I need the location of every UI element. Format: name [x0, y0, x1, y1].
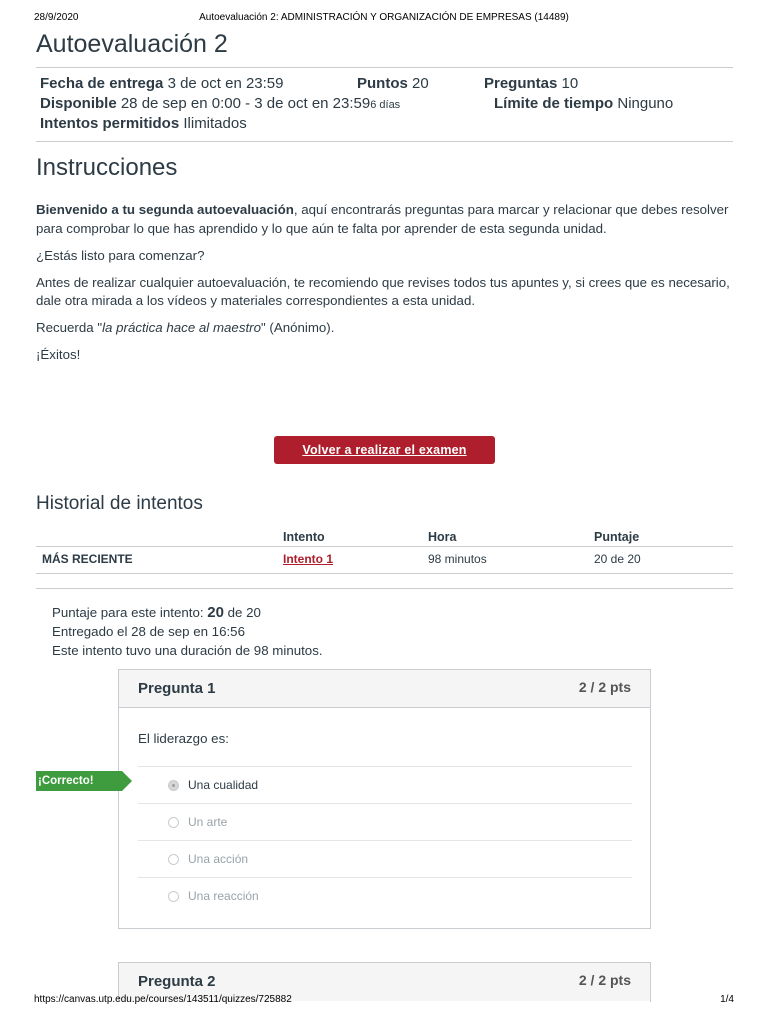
- attempts-label: Intentos permitidos: [40, 115, 180, 132]
- instructions-paragraph: Antes de realizar cualquier autoevaluación, te recomiendo que revises todos tus apuntes y, si crees que es necesario, dale otra mirada a los vídeos y materiales correspondientes a esta unidad.: [36, 274, 730, 308]
- retake-quiz-button[interactable]: Volver a realizar el examen: [274, 436, 495, 464]
- due-value: 3 de oct en 23:59: [167, 75, 284, 92]
- questions-value: 10: [561, 75, 579, 92]
- score-value: 20: [207, 604, 224, 621]
- attempt-summary: [52, 603, 323, 660]
- question-points: 2 / 2 pts: [578, 972, 631, 988]
- instructions-paragraph: ¡Éxitos!: [36, 347, 81, 362]
- points-value: 20: [412, 75, 429, 92]
- attempts-value: Ilimitados: [183, 115, 247, 132]
- column-header-time: Hora: [428, 530, 457, 544]
- submitted-line: Entregado el 28 de sep en 16:56: [52, 624, 245, 639]
- correct-answer-flag: ¡Correcto!: [36, 771, 122, 791]
- answer-option[interactable]: Un arte: [138, 803, 632, 840]
- time-limit-label: Límite de tiempo: [494, 95, 614, 112]
- attempt-score: 20 de 20: [594, 552, 641, 566]
- page-title: Autoevaluación 2: [36, 30, 228, 58]
- instructions-paragraph: ¿Estás listo para comenzar?: [36, 247, 205, 263]
- divider: [36, 588, 733, 589]
- radio-icon: [168, 891, 179, 902]
- question-card-1: [118, 669, 651, 929]
- score-line: Puntaje para este intento: 20 de 20: [52, 604, 261, 621]
- radio-selected-icon: [168, 780, 179, 791]
- question-title: Pregunta 1: [138, 680, 216, 697]
- column-header-attempt: Intento: [283, 530, 325, 544]
- available-label: Disponible: [40, 95, 117, 112]
- print-footer: [34, 994, 734, 1008]
- available-value: 28 de sep en 0:00 - 3 de oct en 23:59: [120, 95, 371, 112]
- question-points: 2 / 2 pts: [578, 679, 631, 695]
- answer-option[interactable]: Una reacción: [138, 877, 632, 914]
- print-doc-title: Autoevaluación 2: ADMINISTRACIÓN Y ORGANIZACIÓN DE EMPRESAS (14489): [199, 12, 569, 23]
- question-header: [119, 670, 650, 708]
- questions-label: Preguntas: [484, 75, 558, 92]
- print-date: 28/9/2020: [34, 12, 79, 23]
- points-label: Puntos: [357, 75, 408, 92]
- table-row: [36, 547, 733, 574]
- history-heading: Historial de intentos: [36, 493, 203, 514]
- instructions-bold: Bienvenido a tu segunda autoevaluación: [36, 202, 294, 217]
- attempt-history-table: [36, 525, 733, 574]
- quiz-details: [36, 67, 733, 142]
- column-header-score: Puntaje: [594, 530, 640, 544]
- print-url: https://canvas.utp.edu.pe/courses/143511/quizzes/725882: [34, 994, 292, 1005]
- instructions-body: [36, 201, 736, 373]
- answer-list: [138, 766, 632, 914]
- attempt-time: 98 minutos: [428, 552, 487, 566]
- answer-option[interactable]: Una acción: [138, 840, 632, 877]
- time-limit-value: Ninguno: [617, 95, 674, 112]
- table-header: [36, 525, 733, 547]
- print-page-number: 1/4: [720, 994, 734, 1005]
- quote-italic: la práctica hace al maestro: [102, 320, 261, 335]
- due-label: Fecha de entrega: [40, 75, 164, 92]
- instructions-paragraph: Recuerda "la práctica hace al maestro" (Anónimo).: [36, 320, 335, 335]
- question-title: Pregunta 2: [138, 973, 216, 990]
- instructions-heading: Instrucciones: [36, 154, 178, 181]
- print-header: [34, 12, 734, 26]
- duration-line: Este intento tuvo una duración de 98 minutos.: [52, 643, 323, 658]
- radio-icon: [168, 817, 179, 828]
- instructions-paragraph: Bienvenido a tu segunda autoevaluación, aquí encontrarás preguntas para marcar y relacionar que debes resolver para comprobar lo que has aprendido y lo que aún te falta por aprender de esta segunda unidad.: [36, 202, 729, 236]
- available-days: 6 días: [370, 99, 401, 111]
- most-recent-label: MÁS RECIENTE: [42, 552, 133, 566]
- attempt-1-link[interactable]: Intento 1: [283, 552, 333, 566]
- question-text: El liderazgo es:: [138, 731, 229, 746]
- radio-icon: [168, 854, 179, 865]
- answer-option[interactable]: Una cualidad: [138, 766, 632, 803]
